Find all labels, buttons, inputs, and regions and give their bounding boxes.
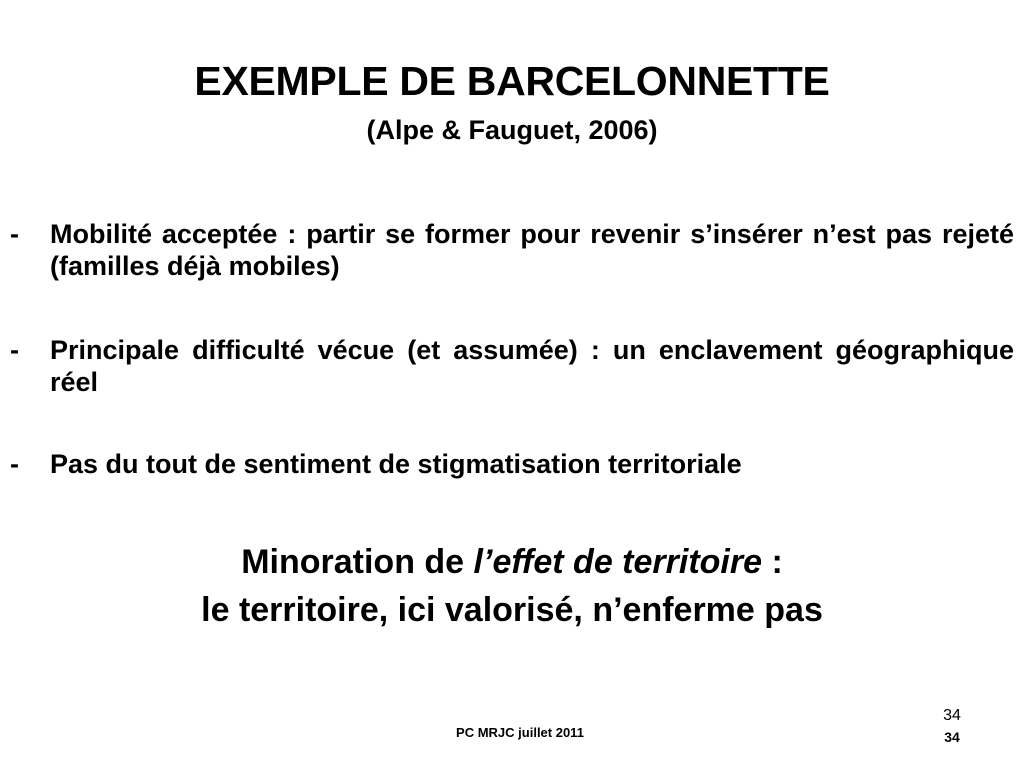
page-number-bold: 34: [944, 729, 960, 745]
conclusion-prefix: Minoration de: [241, 543, 474, 581]
bullet-dash: -: [10, 219, 19, 249]
bullet-text: Principale difficulté vécue (et assumée) : un enclavement géographique réel: [50, 335, 1014, 397]
conclusion-italic: l’effet de territoire: [473, 543, 762, 581]
bullet-item: [10, 334, 1014, 398]
bullet-dash: -: [10, 449, 19, 479]
bullet-item: [10, 448, 1014, 480]
bullet-text: Mobilité acceptée : partir se former pour revenir s’insérer n’est pas rejeté (familles déjà mobiles): [50, 219, 1014, 281]
bullet-dash: -: [10, 335, 19, 365]
slide-subtitle: (Alpe & Fauguet, 2006): [366, 115, 658, 145]
bullet-item: [10, 218, 1014, 282]
conclusion-line-1: [0, 540, 1024, 584]
slide-footer: PC MRJC juillet 2011: [456, 725, 584, 740]
conclusion-suffix: :: [762, 543, 783, 581]
bullet-text: Pas du tout de sentiment de stigmatisation territoriale: [50, 449, 742, 479]
slide-title: EXEMPLE DE BARCELONNETTE: [194, 58, 830, 104]
conclusion-line-2: le territoire, ici valorisé, n’enferme pas: [201, 591, 823, 629]
page-number: 34: [943, 707, 961, 724]
